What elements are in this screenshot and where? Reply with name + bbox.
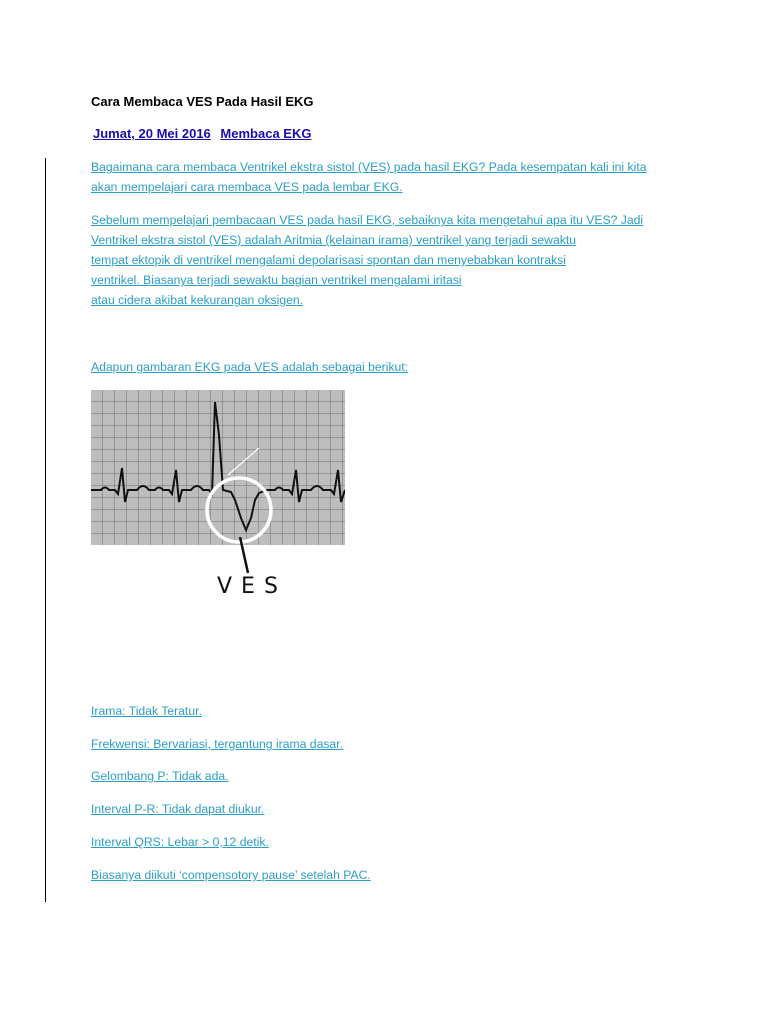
criteria-item: Interval P-R: Tidak dapat diukur. [91, 802, 265, 816]
intro-paragraph [91, 157, 676, 197]
intro-line: akan mempelajari cara membaca VES pada lembar EKG. [91, 180, 403, 194]
ves-pointer-line [230, 537, 260, 577]
criteria-item: Gelombang P: Tidak ada. [91, 769, 229, 783]
definition-line: ventrikel. Biasanya terjadi sewaktu bagian ventrikel mengalami iritasi [91, 273, 462, 287]
category-link[interactable]: Membaca EKG [220, 126, 312, 141]
figure-intro: Adapun gambaran EKG pada VES adalah sebagai berikut: [91, 360, 409, 374]
definition-line: Ventrikel ekstra sistol (VES) adalah Aritmia (kelainan irama) ventrikel yang terjadi sewaktu [91, 233, 576, 247]
article-title: Cara Membaca VES Pada Hasil EKG [91, 94, 314, 109]
definition-line: Sebelum mempelajari pembacaan VES pada hasil EKG, sebaiknya kita mengetahui apa itu VES? Jadi [91, 213, 644, 227]
definition-line: tempat ektopik di ventrikel mengalami depolarisasi spontan dan menyebabkan kontraksi [91, 253, 566, 267]
criteria-item: Interval QRS: Lebar > 0,12 detik. [91, 835, 269, 849]
ves-label: VES [217, 574, 287, 599]
intro-line: Bagaimana cara membaca Ventrikel ekstra sistol (VES) pada hasil EKG? Pada kesempatan kali ini kita [91, 160, 647, 174]
ekg-strip-image [91, 390, 345, 545]
article-meta [93, 126, 317, 141]
criteria-item: Frekwensi: Bervariasi, tergantung irama dasar. [91, 737, 343, 751]
criteria-item: Irama: Tidak Teratur. [91, 704, 202, 718]
definition-line: atau cidera akibat kekurangan oksigen. [91, 293, 304, 307]
criteria-item: Biasanya diikuti ‘compensotory pause’ setelah PAC. [91, 868, 371, 882]
margin-change-bar [45, 158, 46, 902]
definition-paragraph [91, 210, 676, 310]
date-link[interactable]: Jumat, 20 Mei 2016 [93, 126, 211, 141]
